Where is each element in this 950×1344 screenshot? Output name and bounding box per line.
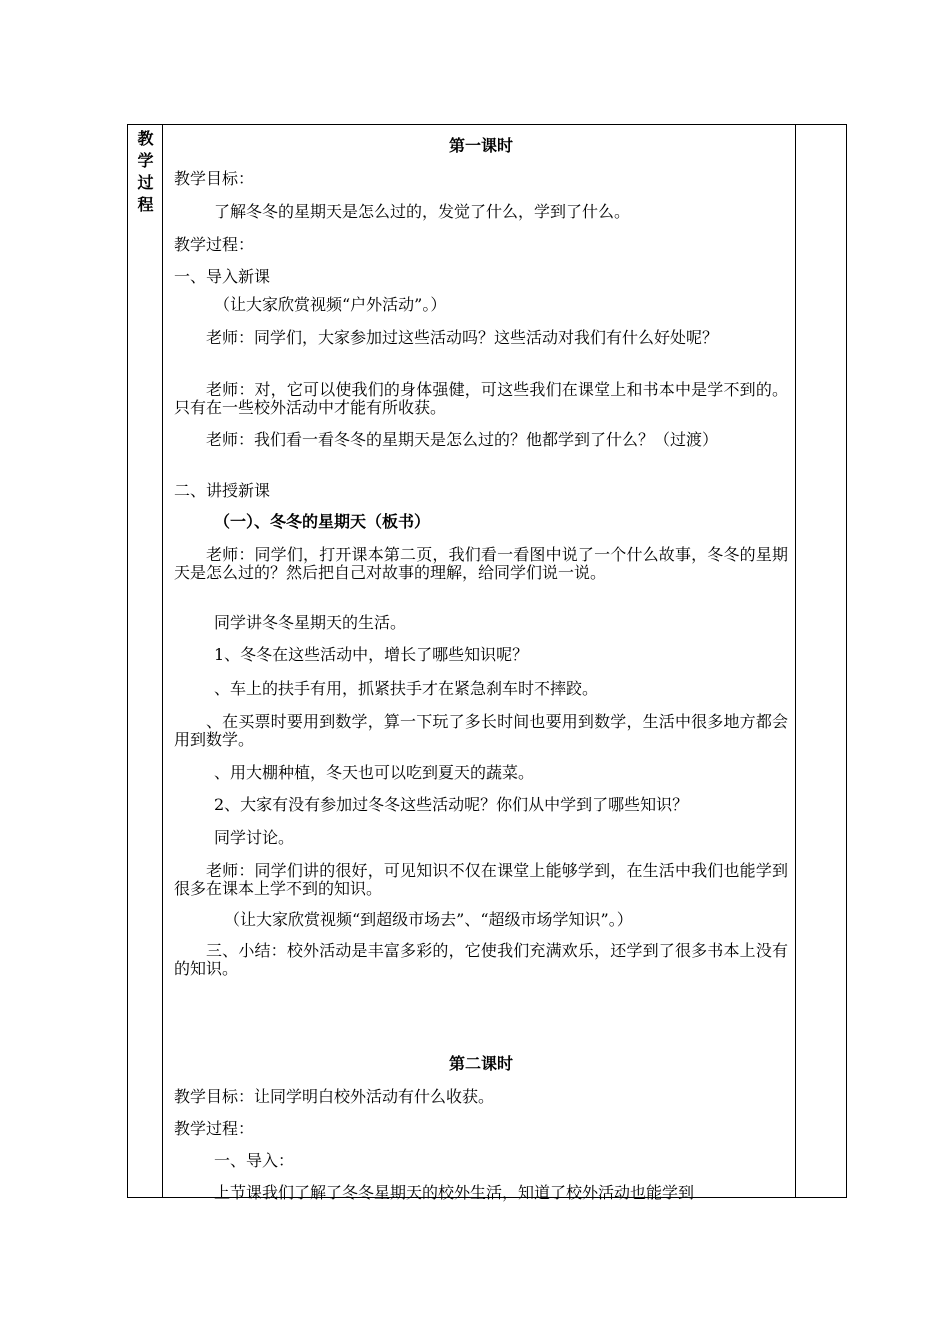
- lesson1-objective-text: 了解冬冬的星期天是怎么过的，发觉了什么，学到了什么。: [214, 202, 631, 221]
- lesson1-question: 1、冬冬在这些活动中，增长了哪些知识呢？: [214, 645, 529, 664]
- lesson1-section-intro: 一、导入新课: [174, 267, 271, 286]
- notes-column: [795, 125, 847, 1197]
- lesson1-paragraph: 、在买票时要用到数学，算一下玩了多长时间也要用到数学，生活中很多地方都会用到数学。: [174, 712, 788, 749]
- lesson1-paragraph: 、车上的扶手有用，抓紧扶手才在紧急刹车时不摔跤。: [214, 679, 599, 698]
- lesson1-paragraph: 老师：同学们，大家参加过这些活动吗？这些活动对我们有什么好处呢？: [206, 328, 719, 347]
- lesson1-paragraph: 老师：同学们讲的很好，可见知识不仅在课堂上能够学到，在生活中我们也能学到很多在课本上学不到的知识。: [174, 861, 788, 898]
- lesson1-summary: 三、小结：校外活动是丰富多彩的，它使我们充满欢乐，还学到了很多书本上没有的知识。: [174, 941, 788, 978]
- lesson1-title: 第一课时: [448, 136, 513, 155]
- section-label-char: 程: [137, 195, 154, 214]
- lesson1-section-teach: 二、讲授新课: [174, 481, 271, 500]
- section-label-char: 过: [137, 173, 154, 192]
- section-label-char: 学: [137, 151, 154, 170]
- lesson1-paragraph: 老师：对，它可以使我们的身体强健，可这些我们在课堂上和书本中是学不到的。只有在一些校外活动中才能有所收获。: [174, 380, 788, 417]
- lesson2-title: 第二课时: [448, 1054, 513, 1073]
- lesson1-subsection-title: （一）、冬冬的星期天（板书）: [214, 512, 431, 531]
- lesson1-paragraph: 同学讨论。: [214, 828, 295, 847]
- section-label-char: 教: [137, 129, 154, 148]
- lesson2-section-intro: 一、导入：: [214, 1151, 295, 1170]
- lesson2-process-label: 教学过程：: [174, 1119, 255, 1138]
- lesson-table: [127, 124, 847, 1202]
- lesson1-process-label: 教学过程：: [174, 235, 255, 254]
- lesson1-question: 2、大家有没有参加过冬冬这些活动呢？你们从中学到了哪些知识？: [214, 795, 689, 814]
- lesson1-paragraph: （让大家欣赏视频“户外活动”。）: [214, 295, 447, 314]
- lesson1-paragraph: 老师：同学们，打开课本第二页，我们看一看图中说了一个什么故事，冬冬的星期天是怎么过的？然后把自己对故事的理解，给同学们说一说。: [174, 545, 788, 582]
- lesson1-paragraph: 老师：我们看一看冬冬的星期天是怎么过的？他都学到了什么？（过渡）: [206, 430, 719, 449]
- lesson1-paragraph: 、用大棚种植，冬天也可以吃到夏天的蔬菜。: [214, 763, 535, 782]
- lesson2-paragraph: 上节课我们了解了冬冬星期天的校外生活，知道了校外活动也能学到: [214, 1183, 695, 1202]
- lesson1-paragraph: （让大家欣赏视频“到超级市场去”、“超级市场学知识”。）: [224, 910, 633, 929]
- lesson1-objective-label: 教学目标：: [174, 169, 255, 188]
- lesson2-objective: 教学目标：让同学明白校外活动有什么收获。: [174, 1087, 495, 1106]
- section-label: [128, 128, 163, 216]
- lesson1-paragraph: 同学讲冬冬星期天的生活。: [214, 613, 407, 632]
- section-label-column: [128, 125, 163, 1197]
